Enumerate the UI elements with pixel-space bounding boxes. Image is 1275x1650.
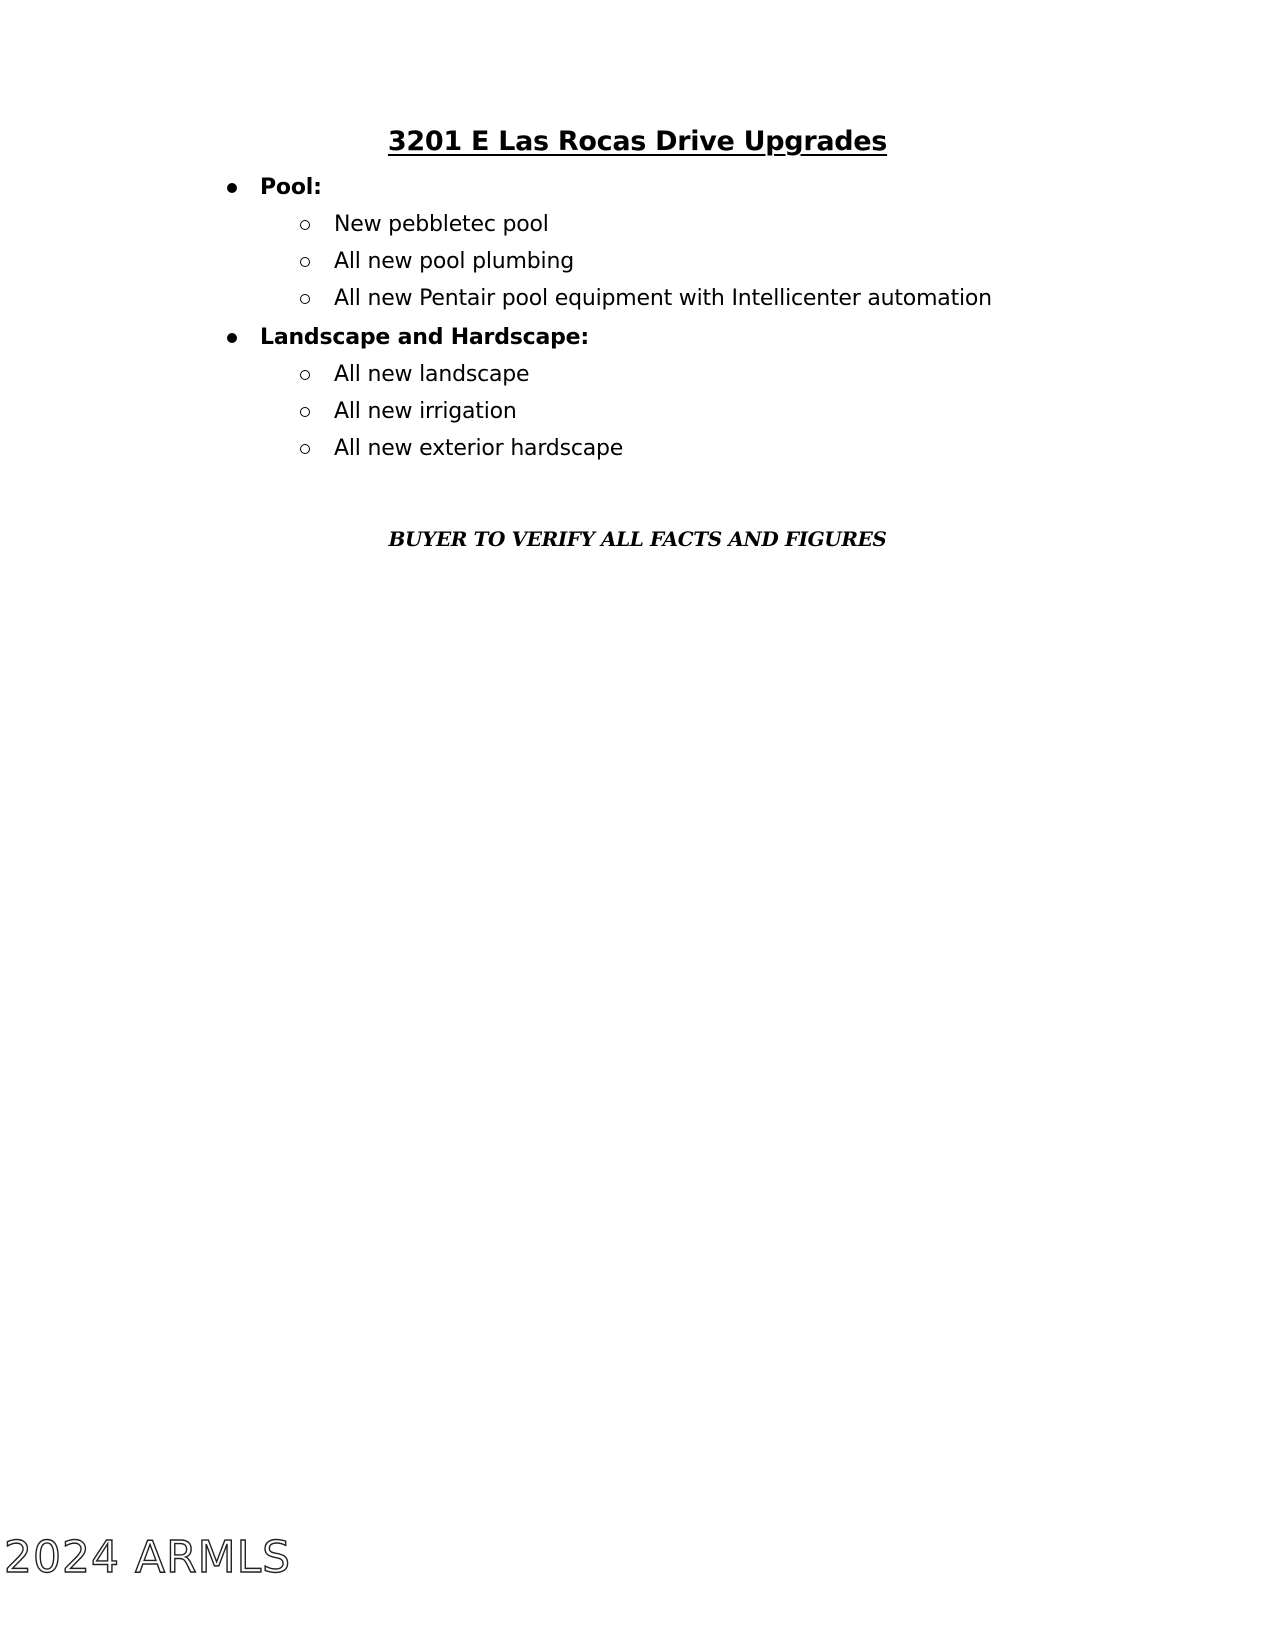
list-item: All new Pentair pool equipment with Intellicenter automation [334,286,992,311]
section-heading-pool: Pool: [260,175,322,200]
hollow-bullet-icon [297,207,313,243]
disclaimer-text: BUYER TO VERIFY ALL FACTS AND FIGURES [388,527,887,551]
list-item: All new exterior hardscape [334,436,624,461]
hollow-bullet-icon [297,281,313,317]
hollow-bullet-icon [297,431,313,467]
filled-bullet-icon [224,170,240,206]
list-item: All new landscape [334,362,530,387]
list-item: New pebbletec pool [334,212,549,237]
filled-bullet-icon [224,320,240,356]
section-heading-landscape: Landscape and Hardscape: [260,325,590,350]
armls-watermark: 2024 ARMLS [4,1532,292,1583]
page-title: 3201 E Las Rocas Drive Upgrades [387,126,888,157]
hollow-bullet-icon [297,244,313,280]
hollow-bullet-icon [297,394,313,430]
list-item: All new irrigation [334,399,517,424]
list-item: All new pool plumbing [334,249,574,274]
hollow-bullet-icon [297,357,313,393]
